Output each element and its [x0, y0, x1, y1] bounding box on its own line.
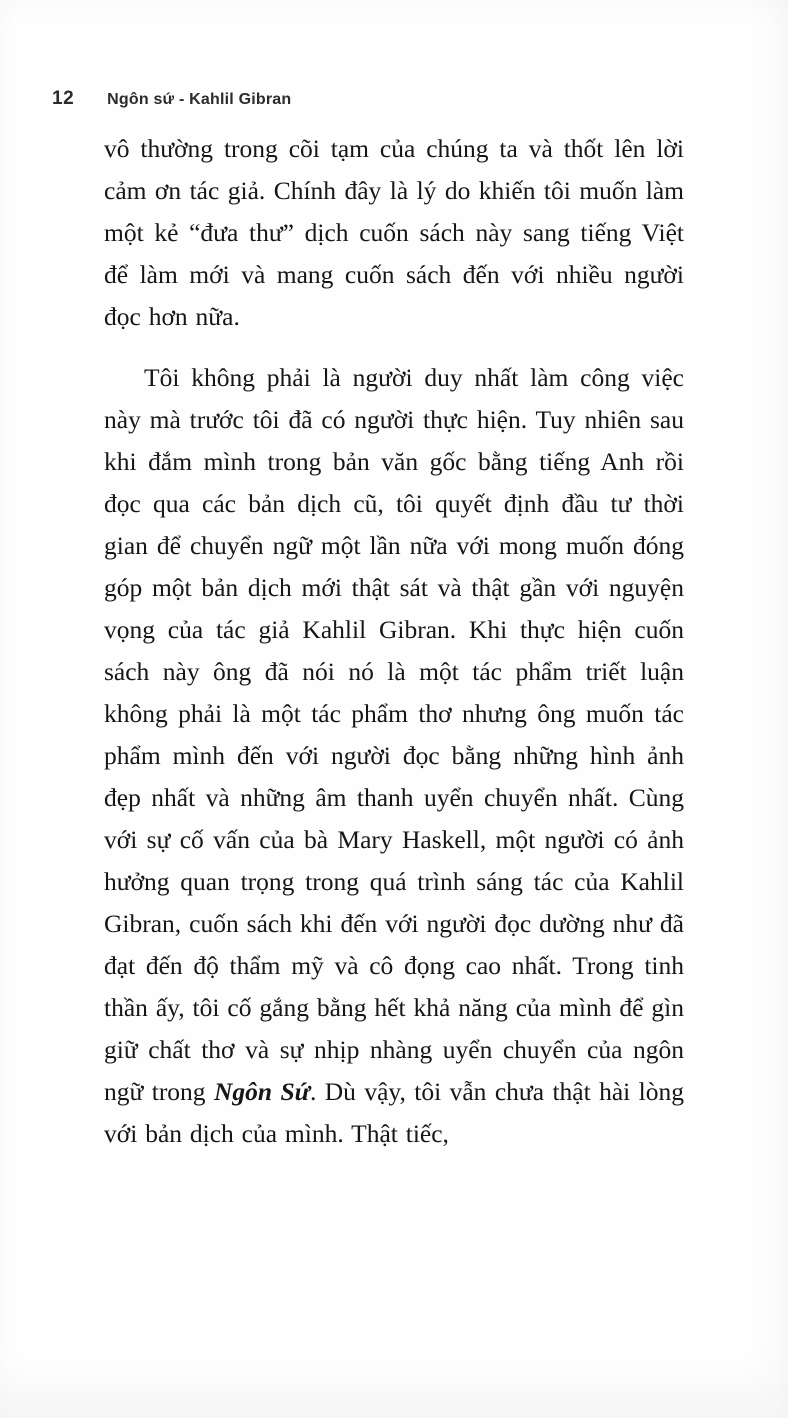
running-title: Ngôn sứ - Kahlil Gibran [107, 91, 292, 108]
page-body [104, 128, 684, 1155]
text-run: Tôi không phải là người duy nhất làm công việc này mà trước tôi đã có người thực hiện. Tuy nhiên sau khi đắm mình trong bản văn gốc bằng tiếng Anh rồi đọc qua các bản dịch cũ, tôi quyết định đầu tư thời gian để chuyển ngữ một lần nữa với mong muốn đóng góp một bản dịch mới thật sát và thật gần với nguyện vọng của tác giả Kahlil Gibran. Khi thực hiện cuốn sách này ông đã nói nó là một tác phẩm triết luận không phải là một tác phẩm thơ nhưng ông muốn tác phẩm mình đến với người đọc bằng những hình ảnh đẹp nhất và những âm thanh uyển chuyển nhất. Cùng với sự cố vấn của bà Mary Haskell, một người có ảnh hưởng quan trọng trong quá trình sáng tác của Kahlil Gibran, cuốn sách khi đến với người đọc dường như đã đạt đến độ thẩm mỹ và cô đọng cao nhất. Trong tinh thần ấy, tôi cố gắng bằng hết khả năng của mình để gìn giữ chất thơ và sự nhịp nhàng uyển chuyển của ngôn ngữ trong [104, 363, 684, 1106]
running-header [52, 88, 291, 110]
text-run: vô thường trong cõi tạm của chúng ta và thốt lên lời cảm ơn tác giả. Chính đây là lý do khiến tôi muốn làm một kẻ “đưa thư” dịch cuốn sách này sang tiếng Việt để làm mới và mang cuốn sách đến với nhiều người đọc hơn nữa. [104, 134, 684, 331]
book-title-emphasis: Ngôn Sứ [213, 1077, 310, 1106]
page-number: 12 [52, 88, 75, 109]
paragraph [104, 128, 684, 338]
paragraph [104, 357, 684, 1155]
text-run: . Dù vậy, tôi vẫn chưa thật hài lòng với bản dịch của mình. Thật tiếc, [104, 1077, 684, 1148]
